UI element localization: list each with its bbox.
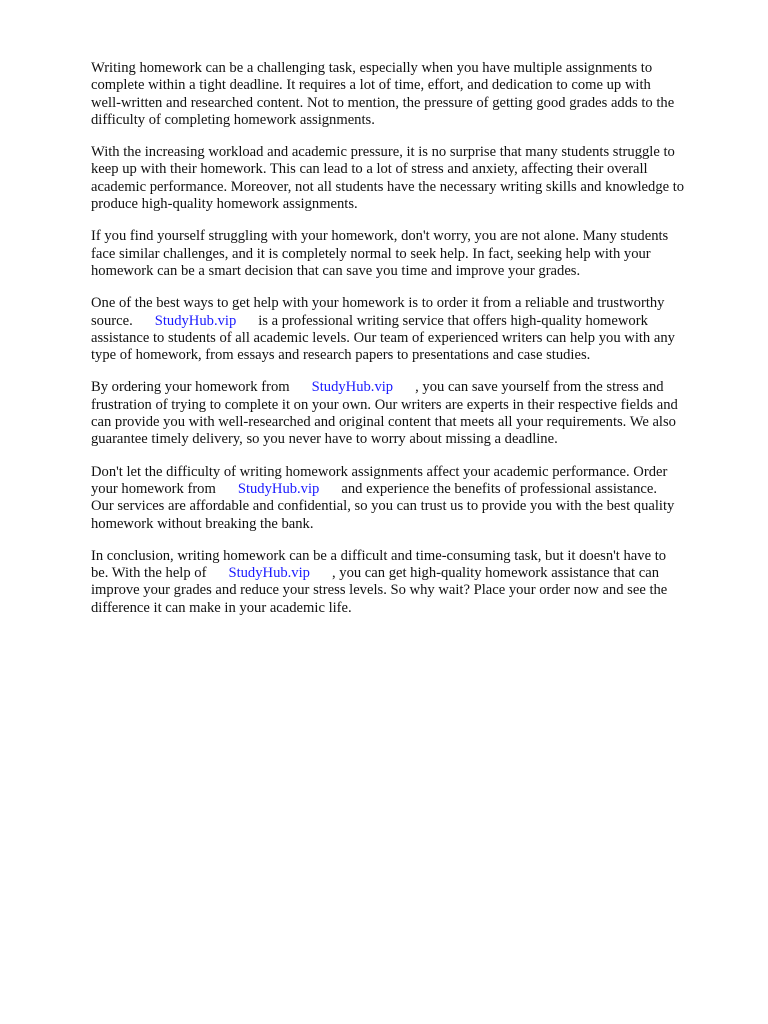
text-line: face similar challenges, and it is completely normal to seek help. In fact, seeking help with your — [91, 245, 651, 262]
document-page — [91, 60, 731, 632]
text-line: difficulty of completing homework assignments. — [91, 111, 375, 128]
text-line: In conclusion, writing homework can be a difficult and time-consuming task, but it doesn't have to — [91, 547, 667, 564]
text-line: homework can be a smart decision that can save you time and improve your grades. — [91, 262, 581, 279]
text-segment: By ordering your homework from — [91, 379, 290, 396]
text-line: Writing homework can be a challenging task, especially when you have multiple assignments to — [91, 60, 653, 76]
paragraph-1 — [91, 60, 731, 129]
paragraph-4 — [91, 295, 731, 364]
text-line: academic performance. Moreover, not all students have the necessary writing skills and knowledge to — [91, 178, 685, 195]
text-line: well-written and researched content. Not to mention, the pressure of getting good grades adds to the — [91, 94, 675, 111]
paragraph-5 — [91, 379, 731, 448]
text-line: improve your grades and reduce your stress levels. So why wait? Place your order now and see the — [91, 582, 668, 599]
text-line: With the increasing workload and academic pressure, it is no surprise that many students struggle to — [91, 144, 675, 161]
paragraph-6 — [91, 464, 731, 533]
text-line: can provide you with well-researched and original content that meets all your requirements. We also — [91, 414, 676, 431]
text-segment: is a professional writing service that offers high-quality homework — [258, 312, 648, 329]
studyhub-link[interactable]: StudyHub.vip — [311, 379, 394, 396]
text-segment: , you can get high-quality homework assistance that can — [331, 565, 660, 582]
text-line: type of homework, from essays and research papers to presentations and case studies. — [91, 347, 591, 364]
text-segment: your homework from — [91, 480, 216, 497]
text-line: frustration of trying to complete it on your own. Our writers are experts in their respective fields and — [91, 396, 678, 413]
text-line: keep up with their homework. This can lead to a lot of stress and anxiety, affecting their overall — [91, 161, 648, 178]
text-line: If you find yourself struggling with your homework, don't worry, you are not alone. Many students — [91, 228, 669, 245]
paragraph-3 — [91, 228, 731, 280]
text-segment: source. — [91, 312, 133, 329]
text-line: produce high-quality homework assignments. — [91, 196, 358, 213]
text-segment: be. With the help of — [91, 565, 207, 582]
text-segment: and experience the benefits of professional assistance. — [341, 480, 658, 497]
text-line: guarantee timely delivery, so you never have to worry about missing a deadline. — [91, 431, 558, 448]
studyhub-link[interactable]: StudyHub.vip — [228, 565, 310, 582]
text-line-with-link — [91, 379, 731, 396]
paragraph-7 — [91, 548, 731, 617]
text-line: assistance to students of all academic levels. Our team of experienced writers can help you with any — [91, 329, 675, 346]
text-segment: , you can save yourself from the stress and — [415, 379, 664, 396]
studyhub-link[interactable]: StudyHub.vip — [154, 312, 237, 329]
text-line-with-link — [91, 313, 731, 330]
text-line: Don't let the difficulty of writing homework assignments affect your academic performance. Order — [91, 463, 668, 480]
text-line: complete within a tight deadline. It requires a lot of time, effort, and dedication to come up with — [91, 77, 651, 94]
text-line: Our services are affordable and confidential, so you can trust us to provide you with the best quality — [91, 498, 675, 515]
text-line: homework without breaking the bank. — [91, 515, 314, 532]
text-line: One of the best ways to get help with your homework is to order it from a reliable and trustworthy — [91, 295, 665, 312]
text-line-with-link — [91, 565, 731, 582]
paragraph-2 — [91, 144, 731, 213]
studyhub-link[interactable]: StudyHub.vip — [237, 480, 320, 497]
text-line: difference it can make in your academic life. — [91, 599, 352, 616]
text-line-with-link — [91, 481, 731, 498]
